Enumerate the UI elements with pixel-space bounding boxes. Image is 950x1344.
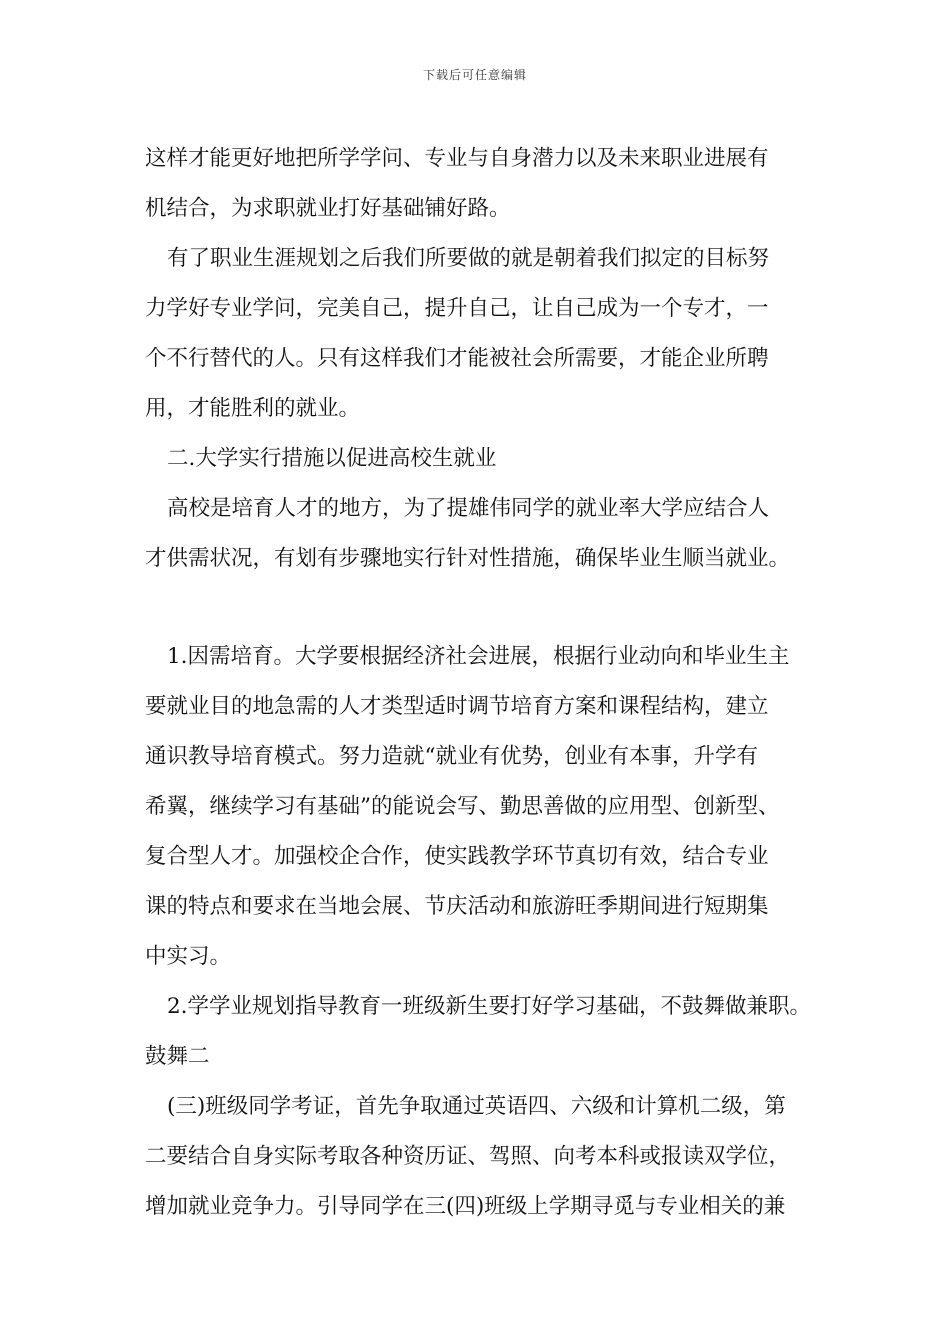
- text-line: 1.因需培育。大学要根据经济社会进展，根据行业动向和毕业生主: [167, 644, 790, 669]
- paragraph-1: [145, 134, 815, 234]
- text-line: 鼓舞二: [145, 1044, 210, 1069]
- text-line: 2.学学业规划指导教育一班级新生要打好学习基础，不鼓舞做兼职。: [167, 994, 812, 1019]
- text-line: 机结合，为求职就业打好基础铺好路。: [145, 196, 511, 221]
- text-line: 二要结合自身实际考取各种资历证、驾照、向考本科或报读双学位，: [145, 1144, 791, 1169]
- text-line: 中实习。: [145, 944, 232, 969]
- paragraph-5: [145, 982, 815, 1082]
- text-line: 才供需状况，有划有步骤地实行针对性措施，确保毕业生顺当就业。: [145, 546, 791, 571]
- text-line: 课的特点和要求在当地会展、节庆活动和旅游旺季期间进行短期集: [145, 894, 769, 919]
- text-line: (三)班级同学考证，首先争取通过英语四、六级和计算机二级，第: [167, 1094, 786, 1119]
- document-body: [145, 134, 815, 1232]
- text-line: 力学好专业学问，完美自己，提升自己，让自己成为一个专才，一: [145, 296, 769, 321]
- text-line: 复合型人才。加强校企合作，使实践教学环节真切有效，结合专业: [145, 844, 769, 869]
- paragraph-3: [145, 484, 815, 584]
- paragraph-gap: [145, 584, 815, 632]
- paragraph-2: [145, 234, 815, 434]
- section-heading: [145, 434, 815, 484]
- paragraph-4: [145, 632, 815, 982]
- text-line: 用，才能胜利的就业。: [145, 396, 361, 421]
- paragraph-6: [145, 1082, 815, 1232]
- text-line: 通识教导培育模式。努力造就“就业有优势，创业有本事，升学有: [145, 744, 758, 769]
- text-line: 增加就业竞争力。引导同学在三(四)班级上学期寻觅与专业相关的兼: [145, 1194, 786, 1219]
- text-line: 二.大学实行措施以促进高校生就业: [167, 446, 497, 471]
- text-line: 高校是培育人才的地方，为了提雄伟同学的就业率大学应结合人: [167, 496, 770, 521]
- text-line: 要就业目的地急需的人才类型适时调节培育方案和课程结构，建立: [145, 694, 769, 719]
- text-line: 希翼，继续学习有基础”的能说会写、勤思善做的应用型、创新型、: [145, 794, 780, 819]
- text-line: 这样才能更好地把所学学问、专业与自身潜力以及未来职业进展有: [145, 146, 769, 171]
- text-line: 有了职业生涯规划之后我们所要做的就是朝着我们拟定的目标努: [167, 246, 770, 271]
- page-header-note: 下载后可任意编辑: [422, 68, 527, 82]
- text-line: 个不行替代的人。只有这样我们才能被社会所需要，才能企业所聘: [145, 346, 769, 371]
